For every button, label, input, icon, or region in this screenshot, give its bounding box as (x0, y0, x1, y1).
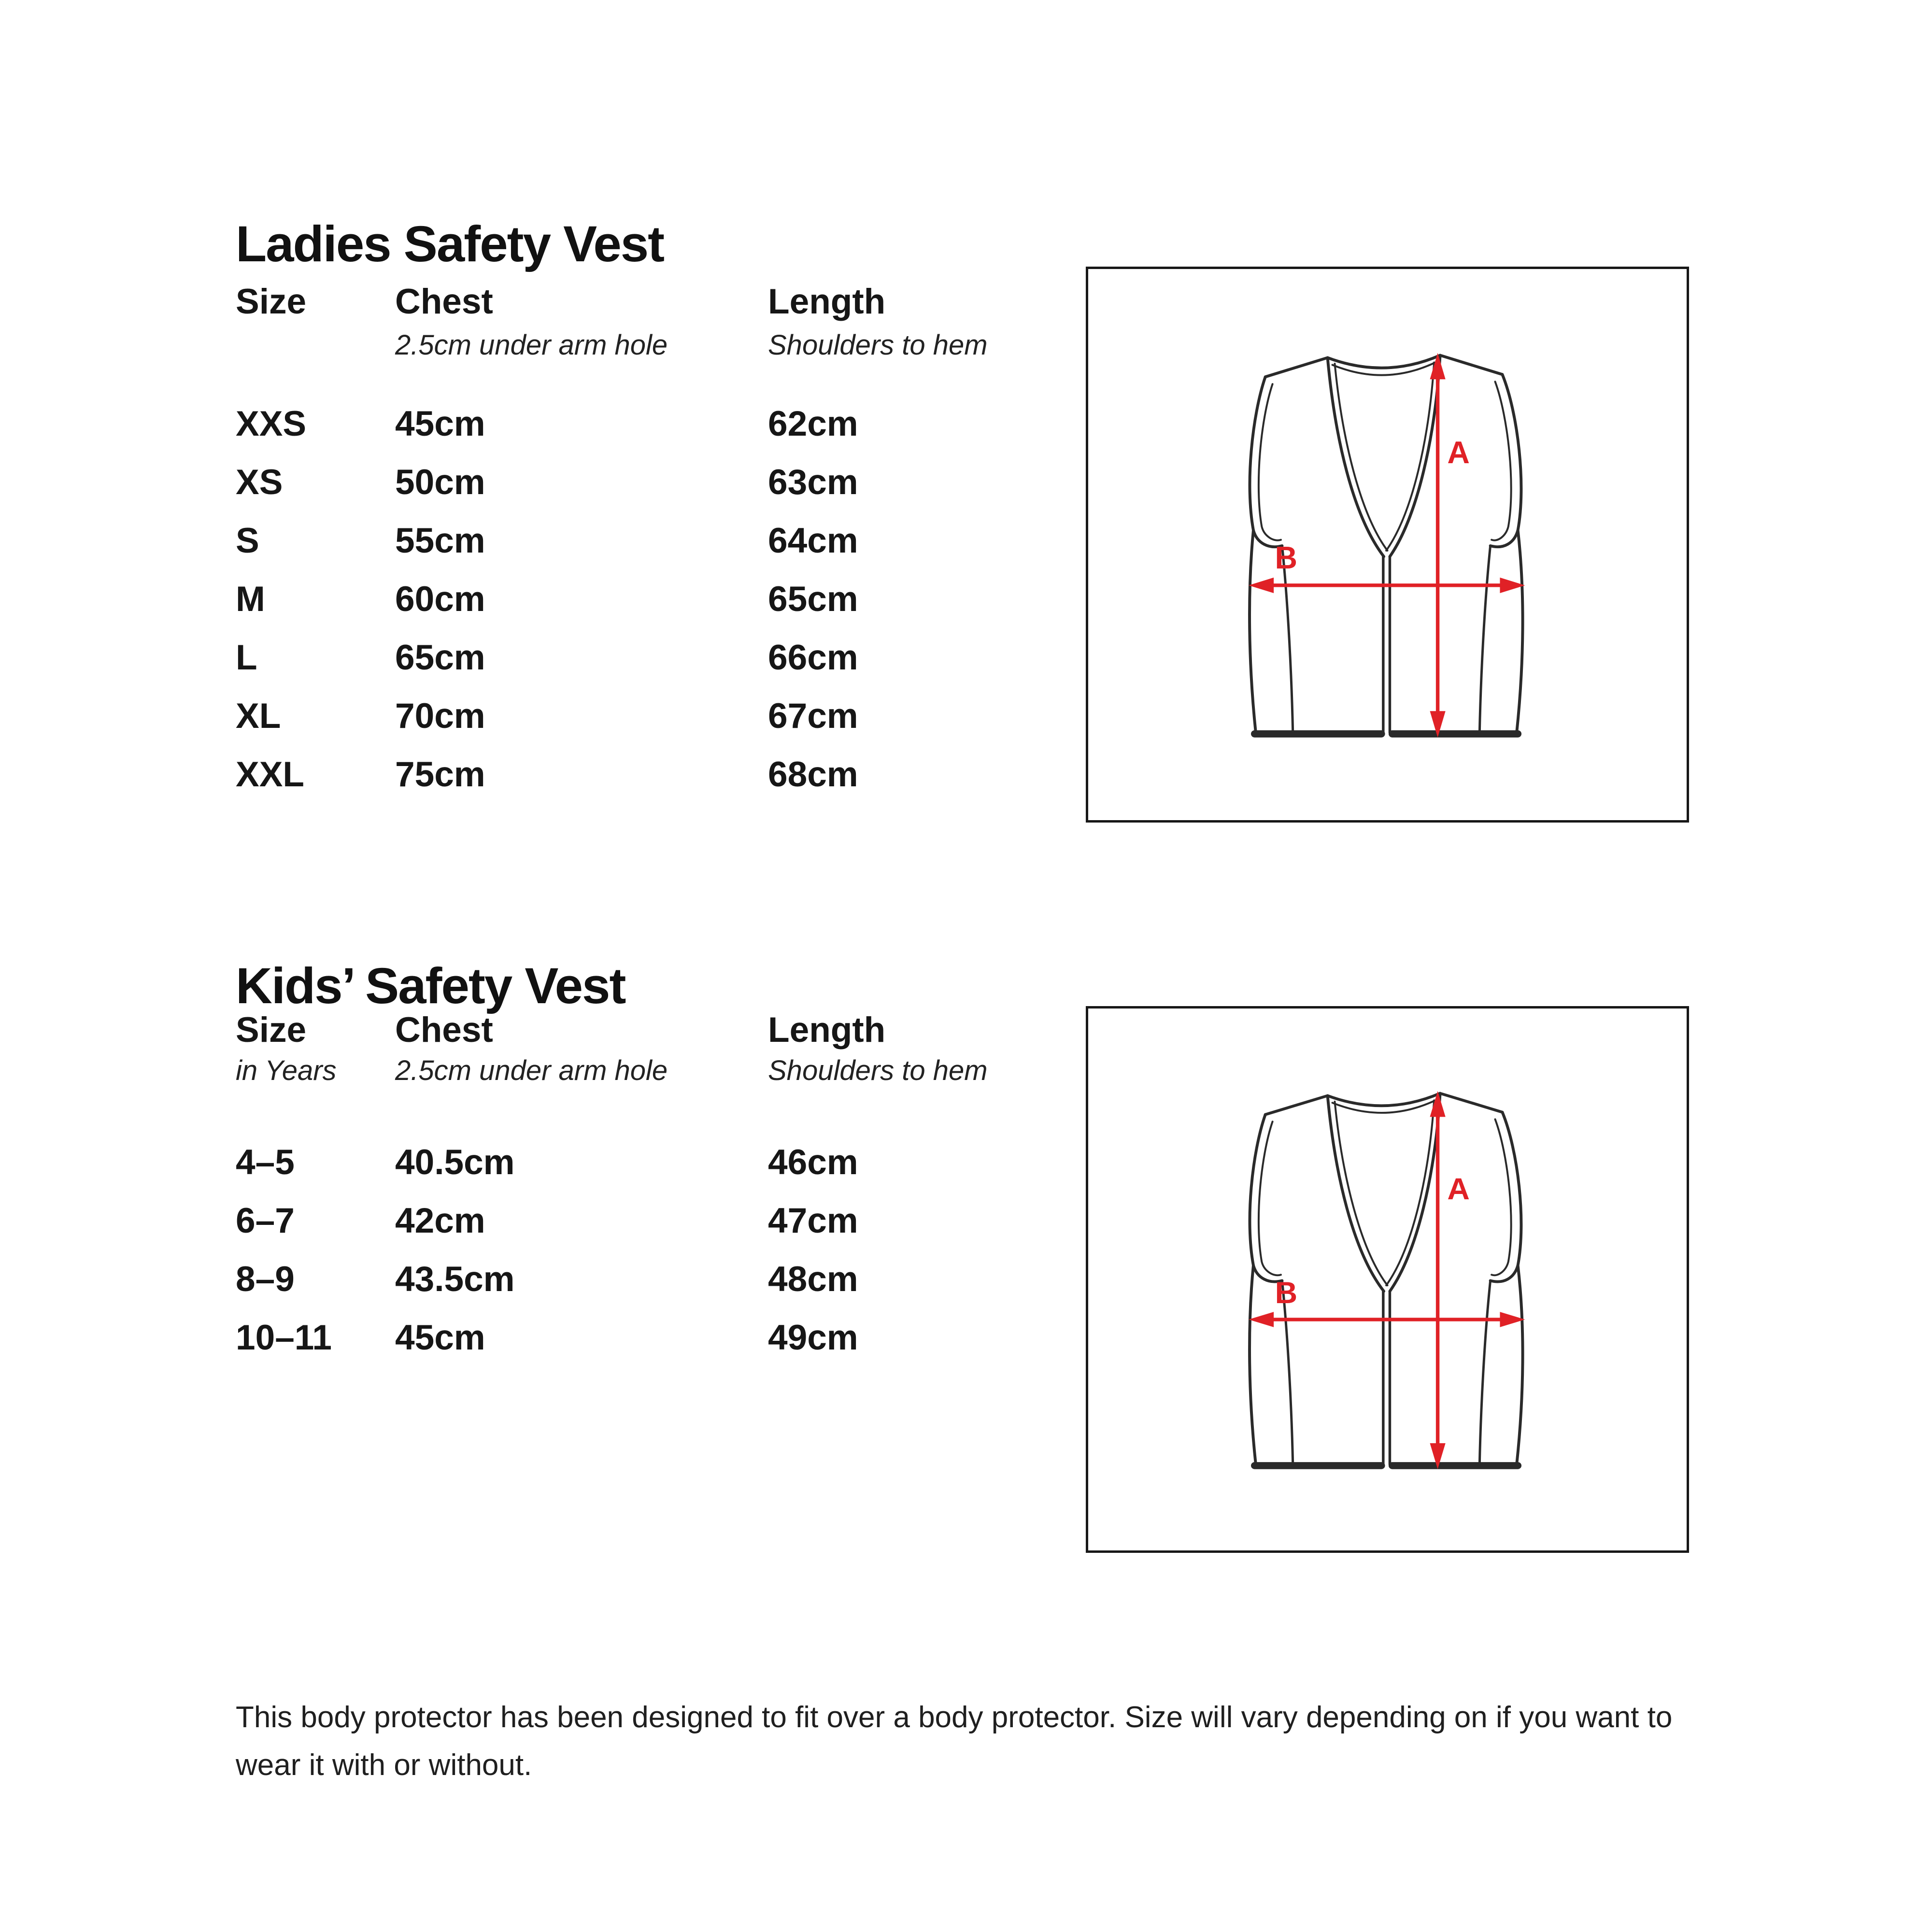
chest-cell: 60cm (395, 580, 485, 619)
label-a: A (1447, 1171, 1470, 1207)
length-cell: 64cm (768, 521, 858, 560)
ladies-vest-diagram-box (1086, 267, 1689, 823)
chest-cell: 75cm (395, 755, 485, 794)
chest-cell: 45cm (395, 1318, 485, 1357)
length-cell: 65cm (768, 580, 858, 619)
length-cell: 63cm (768, 463, 858, 502)
kids-col-header-chest: Chest (395, 1010, 493, 1050)
kids-col-header-size: Size (236, 1010, 307, 1050)
label-a: A (1447, 435, 1470, 470)
kids-size-table (236, 1145, 1153, 1378)
table-row (236, 1320, 1153, 1378)
size-cell: XXS (236, 404, 307, 443)
length-cell: 47cm (768, 1201, 858, 1240)
length-cell: 46cm (768, 1143, 858, 1182)
length-cell: 48cm (768, 1260, 858, 1299)
kids-col-header-length: Length (768, 1010, 886, 1050)
size-cell: 10–11 (236, 1318, 332, 1357)
ladies-size-table (236, 406, 1153, 815)
size-cell: 8–9 (236, 1260, 295, 1299)
kids-col-subheader-size: in Years (236, 1055, 337, 1086)
table-row (236, 1262, 1153, 1320)
chest-cell: 55cm (395, 521, 485, 560)
kids-vest-diagram-box (1086, 1006, 1689, 1553)
ladies-col-header-chest: Chest (395, 282, 493, 321)
chest-cell: 45cm (395, 404, 485, 443)
chest-cell: 40.5cm (395, 1143, 515, 1182)
chest-cell: 70cm (395, 696, 485, 736)
size-cell: L (236, 638, 257, 677)
size-cell: 6–7 (236, 1201, 295, 1240)
table-row (236, 640, 1153, 698)
ladies-col-header-size: Size (236, 282, 307, 321)
ladies-vest-diagram (1088, 269, 1687, 820)
size-cell: M (236, 580, 265, 619)
chest-cell: 43.5cm (395, 1260, 515, 1299)
chest-cell: 65cm (395, 638, 485, 677)
ladies-section-title: Ladies Safety Vest (236, 216, 664, 273)
size-cell: 4–5 (236, 1143, 295, 1182)
table-row (236, 757, 1153, 815)
table-row (236, 523, 1153, 582)
kids-col-subheader-chest: 2.5cm under arm hole (395, 1055, 668, 1086)
table-row (236, 406, 1153, 465)
chest-cell: 42cm (395, 1201, 485, 1240)
table-row (236, 1203, 1153, 1262)
length-cell: 66cm (768, 638, 858, 677)
table-row (236, 465, 1153, 523)
ladies-col-subheader-length: Shoulders to hem (768, 329, 988, 361)
table-row (236, 582, 1153, 640)
size-cell: XL (236, 696, 281, 736)
size-cell: S (236, 521, 259, 560)
kids-col-subheader-length: Shoulders to hem (768, 1055, 988, 1086)
arrow-left-icon (1249, 578, 1274, 593)
arrow-left-icon (1249, 1312, 1274, 1327)
length-cell: 49cm (768, 1318, 858, 1357)
table-row (236, 1145, 1153, 1203)
chest-cell: 50cm (395, 463, 485, 502)
ladies-col-subheader-chest: 2.5cm under arm hole (395, 329, 668, 361)
size-cell: XS (236, 463, 283, 502)
table-row (236, 698, 1153, 757)
kids-vest-diagram (1088, 1009, 1687, 1550)
length-cell: 68cm (768, 755, 858, 794)
label-b: B (1275, 540, 1298, 576)
size-cell: XXL (236, 755, 304, 794)
length-cell: 67cm (768, 696, 858, 736)
kids-section-title: Kids’ Safety Vest (236, 958, 625, 1015)
footnote-text: This body protector has been designed to fit over a body protector. Size will vary depending on if you want to wear it with or without. (236, 1701, 1673, 1782)
label-b: B (1275, 1275, 1298, 1310)
ladies-col-header-length: Length (768, 282, 886, 321)
length-cell: 62cm (768, 404, 858, 443)
